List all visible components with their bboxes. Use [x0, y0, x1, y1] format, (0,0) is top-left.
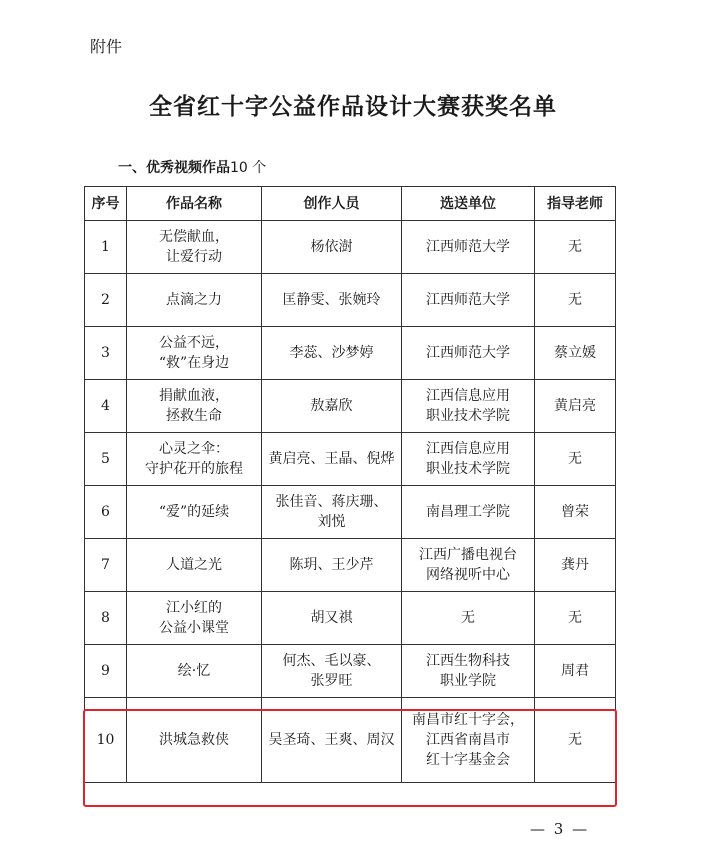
column-header: 创作人员 [262, 187, 402, 221]
cell-advisor: 黄启亮 [535, 380, 616, 433]
attachment-label: 附件 [90, 37, 123, 56]
cell-advisor: 周君 [535, 645, 616, 698]
cell-advisor: 无 [535, 221, 616, 274]
cell-work: 人道之光 [127, 539, 262, 592]
cell-advisor: 曾荣 [535, 486, 616, 539]
cell-creators: 敖嘉欣 [262, 380, 402, 433]
table-row [85, 380, 616, 433]
cell-no: 7 [85, 539, 127, 592]
page-number: — 3 — [530, 820, 590, 838]
cell-creators: 陈玥、王少芹 [262, 539, 402, 592]
cell-work: “爱”的延续 [127, 486, 262, 539]
cell-advisor: 无 [535, 592, 616, 645]
cell-creators: 杨依澍 [262, 221, 402, 274]
table-row-highlighted [85, 698, 616, 783]
cell-work: 绘·忆 [127, 645, 262, 698]
table-row [85, 221, 616, 274]
cell-no: 3 [85, 327, 127, 380]
cell-no: 2 [85, 274, 127, 327]
cell-no: 4 [85, 380, 127, 433]
cell-unit: 无 [402, 592, 535, 645]
cell-no: 8 [85, 592, 127, 645]
cell-creators: 匡静雯、张婉玲 [262, 274, 402, 327]
cell-creators: 张佳音、蒋庆珊、 刘悦 [262, 486, 402, 539]
awards-table [84, 186, 616, 783]
cell-unit: 江西师范大学 [402, 274, 535, 327]
cell-no: 5 [85, 433, 127, 486]
cell-work: 捐献血液， 拯救生命 [127, 380, 262, 433]
section-count: 10 个 [230, 160, 267, 176]
table-row [85, 539, 616, 592]
cell-work: 无偿献血， 让爱行动 [127, 221, 262, 274]
cell-advisor: 蔡立媛 [535, 327, 616, 380]
table-row [85, 274, 616, 327]
cell-unit: 南昌理工学院 [402, 486, 535, 539]
cell-unit: 江西师范大学 [402, 221, 535, 274]
cell-creators: 吴圣琦、王爽、周汉 [262, 698, 402, 783]
cell-no: 1 [85, 221, 127, 274]
cell-unit: 江西师范大学 [402, 327, 535, 380]
cell-unit: 江西生物科技 职业学院 [402, 645, 535, 698]
cell-work: 心灵之伞： 守护花开的旅程 [127, 433, 262, 486]
section-heading-text: 一、优秀视频作品 [118, 160, 230, 176]
cell-advisor: 无 [535, 433, 616, 486]
column-header: 作品名称 [127, 187, 262, 221]
table-row [85, 645, 616, 698]
cell-advisor: 无 [535, 698, 616, 783]
column-header: 指导老师 [535, 187, 616, 221]
column-header: 序号 [85, 187, 127, 221]
cell-work: 洪城急救侠 [127, 698, 262, 783]
cell-no: 10 [85, 698, 127, 783]
cell-unit: 江西信息应用 职业技术学院 [402, 380, 535, 433]
document-title: 全省红十字公益作品设计大赛获奖名单 [149, 94, 557, 120]
cell-creators: 黄启亮、王晶、倪烨 [262, 433, 402, 486]
cell-advisor: 龚丹 [535, 539, 616, 592]
table-header-row [85, 187, 616, 221]
cell-unit: 江西广播电视台 网络视听中心 [402, 539, 535, 592]
cell-creators: 何杰、毛以豪、 张罗旺 [262, 645, 402, 698]
cell-advisor: 无 [535, 274, 616, 327]
cell-no: 6 [85, 486, 127, 539]
cell-no: 9 [85, 645, 127, 698]
table-row [85, 433, 616, 486]
column-header: 选送单位 [402, 187, 535, 221]
cell-work: 江小红的 公益小课堂 [127, 592, 262, 645]
cell-creators: 胡又祺 [262, 592, 402, 645]
cell-unit: 江西信息应用 职业技术学院 [402, 433, 535, 486]
section-heading [118, 157, 266, 177]
cell-unit: 南昌市红十字会， 江西省南昌市 红十字基金会 [402, 698, 535, 783]
cell-creators: 李蕊、沙梦婷 [262, 327, 402, 380]
table-row [85, 592, 616, 645]
table-row [85, 327, 616, 380]
cell-work: 点滴之力 [127, 274, 262, 327]
cell-work: 公益不远， “救”在身边 [127, 327, 262, 380]
table-row [85, 486, 616, 539]
